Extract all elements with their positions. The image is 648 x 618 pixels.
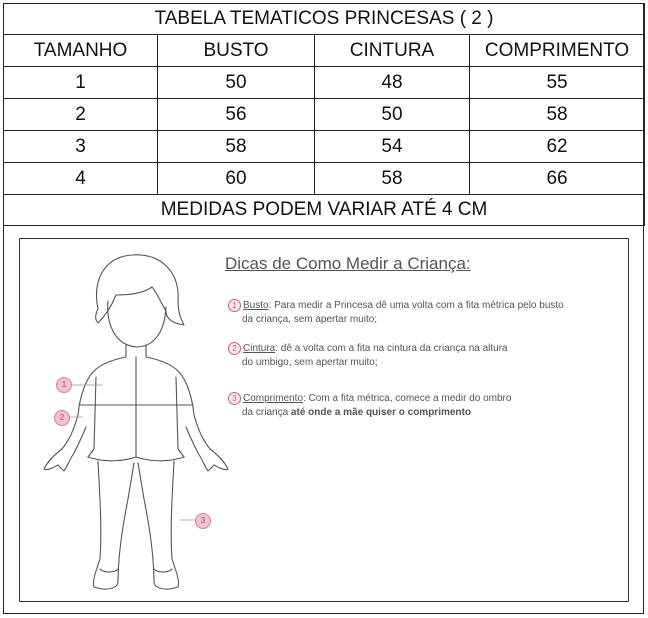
table-cell: 62 xyxy=(470,131,645,163)
table-row xyxy=(4,163,645,195)
table-cell: 60 xyxy=(158,163,315,195)
tip-keyword: Busto xyxy=(243,300,269,312)
marker-length: 3 xyxy=(195,513,211,529)
tip-text-continued: do umbigo, sem apertar muito; xyxy=(242,357,378,369)
tip-text: : Para medir a Princesa dê uma volta com a fita métrica pelo busto xyxy=(268,300,564,312)
table-cell: 48 xyxy=(315,67,470,99)
marker-bust: 1 xyxy=(56,377,72,393)
tip-number-badge: 3 xyxy=(228,392,241,405)
table-cell: 56 xyxy=(158,99,315,131)
column-header-waist: CINTURA xyxy=(315,35,470,67)
tip-emphasis: até onde a mãe quiser o comprimento xyxy=(290,407,471,419)
table-row xyxy=(4,131,645,163)
table-cell: 3 xyxy=(4,131,158,163)
table-cell: 50 xyxy=(315,99,470,131)
size-table xyxy=(3,3,645,226)
table-cell: 50 xyxy=(158,67,315,99)
tip-keyword: Cintura xyxy=(243,343,276,355)
tip-text: : dê a volta com a fita na cintura da criança na altura xyxy=(275,343,508,355)
tip-bust xyxy=(228,299,564,327)
table-row xyxy=(4,67,645,99)
tip-text-continued: da criança, sem apertar muito; xyxy=(242,314,378,326)
measuring-guide xyxy=(19,238,629,602)
column-header-length: COMPRIMENTO xyxy=(470,35,645,67)
table-title: TABELA TEMATICOS PRINCESAS ( 2 ) xyxy=(4,4,645,35)
table-cell: 58 xyxy=(315,163,470,195)
table-cell: 55 xyxy=(470,67,645,99)
column-header-size: TAMANHO xyxy=(4,35,158,67)
child-outline-illustration xyxy=(20,239,629,602)
table-footer-note: MEDIDAS PODEM VARIAR ATÉ 4 CM xyxy=(4,195,645,226)
table-cell: 4 xyxy=(4,163,158,195)
tip-waist xyxy=(228,342,508,370)
tip-length xyxy=(228,392,511,420)
tip-number-badge: 2 xyxy=(228,342,241,355)
table-cell: 54 xyxy=(315,131,470,163)
tip-number-badge: 1 xyxy=(228,299,241,312)
column-header-bust: BUSTO xyxy=(158,35,315,67)
guide-title: Dicas de Como Medir a Criança: xyxy=(225,254,471,273)
tip-text: : Com a fita métrica, comece a medir do ombro xyxy=(303,393,512,405)
table-cell: 58 xyxy=(470,99,645,131)
tip-keyword: Comprimento xyxy=(243,393,304,405)
table-cell: 58 xyxy=(158,131,315,163)
table-header-row xyxy=(4,35,645,67)
marker-waist: 2 xyxy=(54,410,70,426)
tip-text-continued: da criança xyxy=(242,407,291,419)
table-cell: 1 xyxy=(4,67,158,99)
table-row xyxy=(4,99,645,131)
table-cell: 66 xyxy=(470,163,645,195)
table-cell: 2 xyxy=(4,99,158,131)
